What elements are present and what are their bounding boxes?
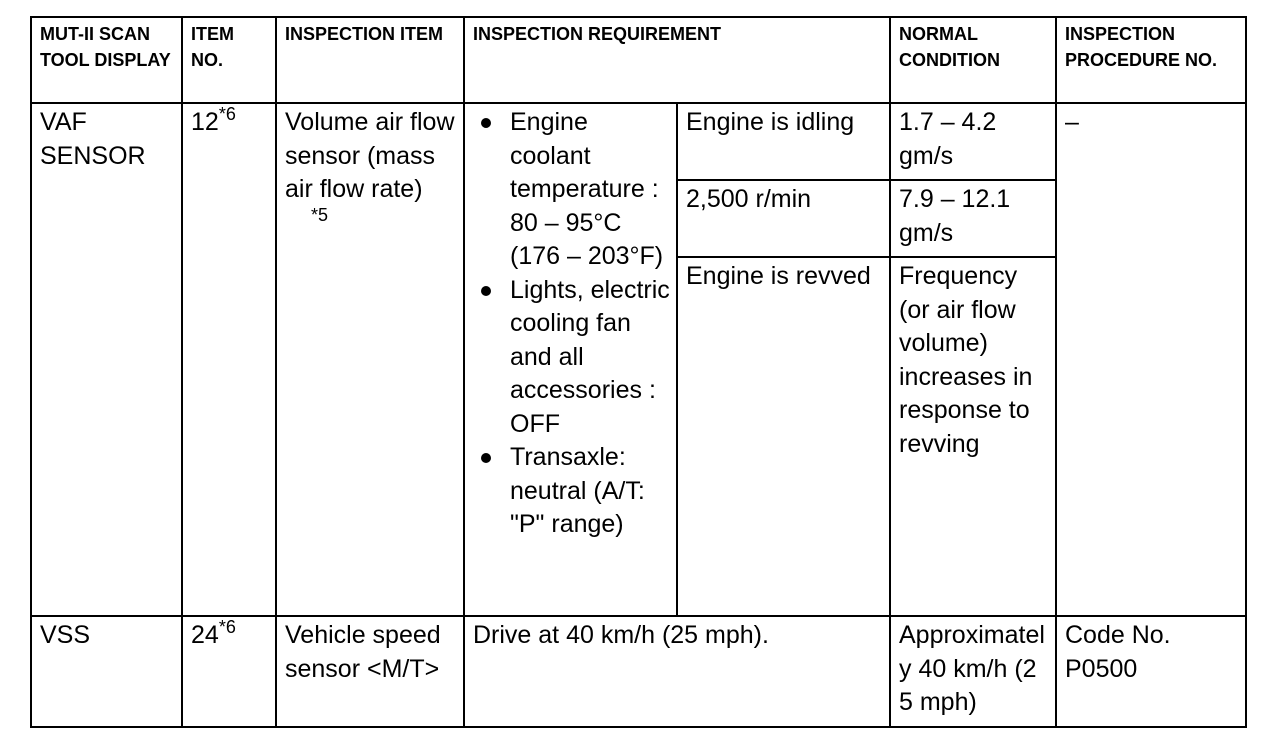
vaf-display-cell — [31, 103, 182, 616]
vaf-state-revved: Engine is revved — [677, 257, 890, 616]
vaf-item-no-note: *6 — [218, 104, 236, 124]
vaf-item-no: 12 — [191, 108, 219, 136]
vaf-inspection-item-note: *5 — [311, 204, 329, 225]
vaf-inspection-item-cell — [276, 103, 464, 616]
header-normal-condition: NORMAL CONDITION — [890, 17, 1056, 103]
list-item: Engine coolant temperature : 80 – 95°C (176 – 203°F) — [473, 106, 672, 274]
vss-normal: Approximately 40 km/h (25 mph) — [890, 616, 1056, 727]
vaf-row-idling — [31, 103, 1246, 180]
vaf-inspection-item: Volume air flow sensor (mass air flow rate) — [285, 108, 455, 203]
vss-display: VSS — [31, 616, 182, 727]
bullet-icon — [481, 453, 491, 463]
vaf-normal-idling: 1.7 – 4.2 gm/s — [890, 103, 1056, 180]
header-inspection-requirement: INSPECTION REQUIREMENT — [464, 17, 890, 103]
header-procedure-no: INSPECTION PROCEDURE NO. — [1056, 17, 1246, 103]
bullet-icon — [481, 286, 491, 296]
vaf-display: VAF SENSOR — [40, 108, 146, 170]
header-item-no: ITEM NO. — [182, 17, 276, 103]
vaf-conditions-cell — [464, 103, 677, 616]
vss-row — [31, 616, 1246, 727]
vss-item-no-note: *6 — [218, 617, 236, 637]
vaf-item-no-cell — [182, 103, 276, 616]
vaf-normal-2500rpm: 7.9 – 12.1 gm/s — [890, 180, 1056, 257]
inspection-table — [30, 16, 1247, 728]
header-inspection-item: INSPECTION ITEM — [276, 17, 464, 103]
list-item: Lights, electric cooling fan and all accessories : OFF — [473, 274, 672, 442]
vaf-conditions-list — [473, 106, 672, 542]
vaf-normal-revved: Frequency (or air flow volume) increases in response to revving — [890, 257, 1056, 616]
vss-item-no-cell — [182, 616, 276, 727]
vss-inspection-item: Vehicle speed sensor <M/T> — [276, 616, 464, 727]
vaf-state-idling: Engine is idling — [677, 103, 890, 180]
list-item: Transaxle: neutral (A/T: "P" range) — [473, 441, 672, 542]
header-row — [31, 17, 1246, 103]
bullet-icon — [481, 118, 491, 128]
vss-item-no: 24 — [191, 621, 219, 649]
vss-procedure-no: Code No. P0500 — [1056, 616, 1246, 727]
header-scan-tool-display: MUT-II SCAN TOOL DISPLAY — [31, 17, 182, 103]
vaf-procedure-no: – — [1056, 103, 1246, 616]
vaf-state-2500rpm: 2,500 r/min — [677, 180, 890, 257]
vss-requirement: Drive at 40 km/h (25 mph). — [464, 616, 890, 727]
